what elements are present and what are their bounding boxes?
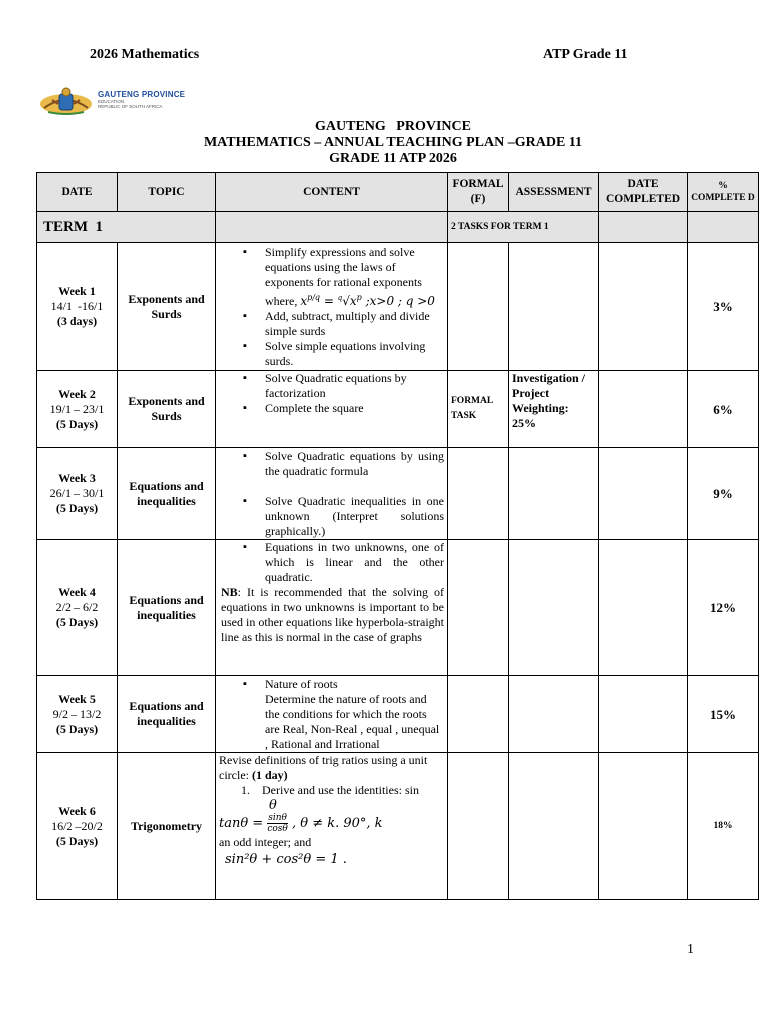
week-range: 14/1 -16/1 <box>50 299 104 313</box>
week-range: 2/2 – 6/2 <box>55 600 99 614</box>
col-header-date: DATE <box>37 173 118 212</box>
week-range: 9/2 – 13/2 <box>52 706 102 721</box>
nb-text: : It is recommended that the solving of equations in two unknowns is important to be used in other equations like hyperbola-straight line as this is normal in the case of graphs <box>221 585 444 644</box>
document-header-left: 2026 Mathematics <box>90 47 200 62</box>
week-days: (3 days) <box>56 314 98 328</box>
content-bullet: ▪ Add, subtract, multiply and divide simple surds <box>265 309 444 339</box>
content-bullet: ▪ Solve Quadratic inequalities in one unknown (Interpret solutions graphically.) <box>265 494 444 539</box>
week-label: Week 2 <box>58 386 96 401</box>
week-days: (5 Days) <box>55 416 99 431</box>
content-cell <box>216 540 448 676</box>
content-cell <box>216 243 448 371</box>
content-bullet: ▪ Simplify expressions and solve equations using the laws of exponents for rational exponents where, $x^{p/q} = ^q√x^p$ ;x>0 ; q >0 <box>265 245 444 309</box>
table-header-row <box>37 173 759 212</box>
formal-cell <box>448 243 509 371</box>
logo-sub-text-2: REPUBLIC OF SOUTH AFRICA <box>98 104 163 109</box>
assessment-cell: Investigation / Project Weighting: 25% <box>509 371 599 448</box>
term-tasks-note: 2 TASKS FOR TERM 1 <box>448 212 599 243</box>
content-cell <box>216 371 448 448</box>
title-line-1: GAUTENG PROVINCE <box>315 119 471 134</box>
formal-cell <box>448 676 509 753</box>
table-row-week-6 <box>37 753 759 900</box>
week-days: (5 Days) <box>55 615 99 629</box>
term-label: TERM 1 <box>37 212 216 243</box>
table-row-week-2 <box>37 371 759 448</box>
table-row-week-3 <box>37 448 759 540</box>
week-range: 16/2 –20/2 <box>51 818 103 833</box>
trig-item-1: 1. Derive and use the identities: sin <box>241 783 419 797</box>
assessment-cell <box>509 540 599 676</box>
pct-completed-cell: 6% <box>688 371 759 448</box>
date-completed-cell <box>599 448 688 540</box>
document-header-right: ATP Grade 11 <box>543 47 628 62</box>
rational-exponent-formula: $x^{p/q} = ^q√x^p$ ;x>0 ; q >0 <box>300 292 435 308</box>
pct-completed-cell: 12% <box>688 540 759 676</box>
logo-main-text: GAUTENG PROVINCE <box>98 90 186 99</box>
topic-cell: Equations and inequalities <box>118 448 216 540</box>
col-header-assessment: ASSESSMENT <box>509 173 599 212</box>
week-days: (5 Days) <box>55 721 99 736</box>
pct-completed-cell: 3% <box>688 243 759 371</box>
logo-sub-text-1: EDUCATION <box>98 99 125 104</box>
assessment-cell <box>509 676 599 753</box>
document-titles <box>0 119 768 167</box>
week-days: (5 Days) <box>55 833 99 848</box>
topic-cell: Equations and inequalities <box>118 676 216 753</box>
week-date-cell <box>37 540 118 676</box>
week-range: 19/1 – 23/1 <box>49 401 105 416</box>
content-bullet: ▪ Nature of roots Determine the nature of roots and the conditions for which the roots are Real, Non-Real , equal , unequal , Rational and Irrational <box>265 677 444 752</box>
gauteng-province-logo <box>38 86 194 118</box>
col-header-content: CONTENT <box>216 173 448 212</box>
content-bullet: ▪ Solve simple equations involving surds. <box>265 339 444 369</box>
week-date-cell <box>37 753 118 900</box>
content-cell <box>216 753 448 900</box>
pct-completed-cell: 15% <box>688 676 759 753</box>
table-row-week-5 <box>37 676 759 753</box>
formal-cell <box>448 753 509 900</box>
week-label: Week 5 <box>58 691 96 706</box>
topic-cell: Exponents and Surds <box>118 371 216 448</box>
pct-completed-cell: 9% <box>688 448 759 540</box>
content-bullet: ▪ Solve Quadratic equations by factorization <box>265 371 444 401</box>
week-date-cell <box>37 676 118 753</box>
week-range: 26/1 – 30/1 <box>49 486 105 500</box>
nb-note <box>219 585 444 645</box>
week-label: Week 1 <box>58 284 96 298</box>
nb-label: NB <box>221 585 238 599</box>
week-date-cell <box>37 448 118 540</box>
date-completed-cell <box>599 540 688 676</box>
topic-cell: Exponents and Surds <box>118 243 216 371</box>
date-completed-cell <box>599 371 688 448</box>
week-date-cell <box>37 371 118 448</box>
col-header-topic: TOPIC <box>118 173 216 212</box>
week-days: (5 Days) <box>55 501 99 515</box>
week-label: Week 6 <box>58 803 96 818</box>
tan-identity: tanθ = $\frac{\sin\theta}{\cos\theta}$ , θ ≠ k. 90°, k <box>219 813 383 834</box>
assessment-cell <box>509 448 599 540</box>
title-line-3: GRADE 11 ATP 2026 <box>329 151 457 166</box>
col-header-date-completed: DATE COMPLETED <box>599 173 688 212</box>
theta-symbol: θ <box>269 798 277 813</box>
week-label: Week 4 <box>58 585 96 599</box>
table-row-week-1 <box>37 243 759 371</box>
logo-text-block <box>98 90 185 109</box>
annual-teaching-plan-table <box>36 172 759 900</box>
coat-of-arms-icon <box>38 86 94 118</box>
date-completed-cell <box>599 753 688 900</box>
title-line-2: MATHEMATICS – ANNUAL TEACHING PLAN –GRADE 11 <box>203 135 583 150</box>
col-header-formal: FORMAL (F) <box>448 173 509 212</box>
topic-cell: Equations and inequalities <box>118 540 216 676</box>
formal-cell <box>448 448 509 540</box>
topic-cell: Trigonometry <box>118 753 216 900</box>
pct-completed-cell: 18% <box>688 753 759 900</box>
content-cell <box>216 676 448 753</box>
odd-integer-note: an odd integer; and <box>219 835 312 849</box>
table-row-week-4 <box>37 540 759 676</box>
trig-intro: Revise definitions of trig ratios using a unit circle: (1 day) <box>219 753 428 782</box>
content-bullet: ▪ Equations in two unknowns, one of which is linear and the other quadratic. <box>265 540 444 585</box>
assessment-cell <box>509 243 599 371</box>
term-row <box>37 212 759 243</box>
date-completed-cell <box>599 676 688 753</box>
pythagorean-identity: sin²θ + cos²θ = 1 . <box>225 852 347 867</box>
week-label: Week 3 <box>58 471 96 485</box>
content-bullet: ▪ Complete the square <box>265 401 444 416</box>
content-cell <box>216 448 448 540</box>
formal-cell <box>448 540 509 676</box>
week-date-cell <box>37 243 118 371</box>
col-header-pct-completed: % COMPLETE D <box>688 173 759 212</box>
formal-cell: FORMAL TASK <box>448 371 509 448</box>
content-bullet: ▪ Solve Quadratic equations by using the quadratic formula <box>265 449 444 479</box>
date-completed-cell <box>599 243 688 371</box>
page-number: 1 <box>687 942 694 957</box>
assessment-cell <box>509 753 599 900</box>
